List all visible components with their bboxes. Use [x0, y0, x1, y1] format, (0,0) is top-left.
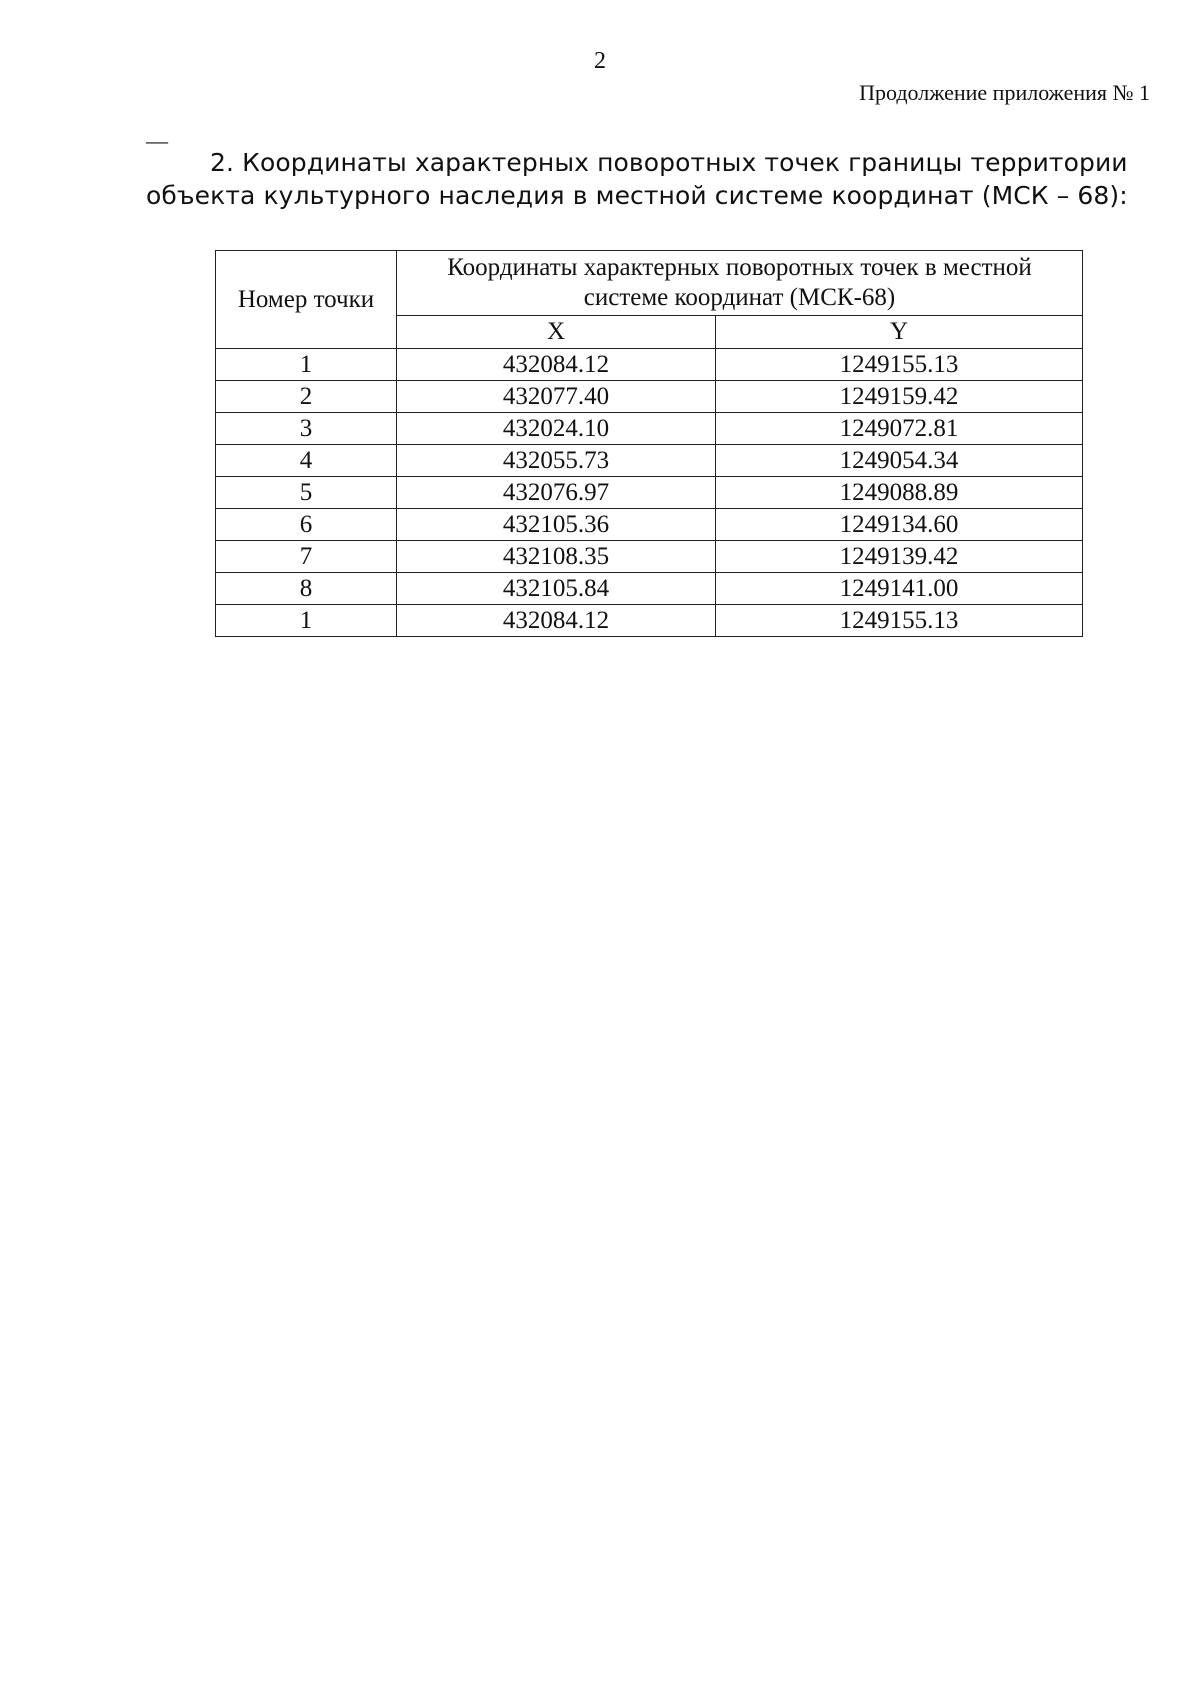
- point-number-cell: 1: [216, 605, 397, 637]
- dash-mark: —: [146, 128, 168, 153]
- table-row: [216, 509, 1083, 541]
- point-number-cell: 1: [216, 349, 397, 381]
- page-number: 2: [594, 48, 606, 74]
- y-cell: 1249134.60: [716, 509, 1083, 541]
- table-row: [216, 477, 1083, 509]
- x-cell: 432084.12: [397, 605, 716, 637]
- table-row: [216, 413, 1083, 445]
- point-number-cell: 2: [216, 381, 397, 413]
- point-number-cell: 4: [216, 445, 397, 477]
- header-point-number: Номер точки: [216, 251, 397, 349]
- header-x: X: [397, 316, 716, 349]
- x-cell: 432024.10: [397, 413, 716, 445]
- point-number-cell: 3: [216, 413, 397, 445]
- header-y: Y: [716, 316, 1083, 349]
- y-cell: 1249155.13: [716, 605, 1083, 637]
- intro-paragraph: 2. Координаты характерных поворотных точек границы территории объекта культурного наследия в местной системе координат (МСК – 68):: [146, 148, 1128, 210]
- x-cell: 432084.12: [397, 349, 716, 381]
- x-cell: 432077.40: [397, 381, 716, 413]
- table-row: [216, 445, 1083, 477]
- coordinates-table: [215, 250, 1083, 637]
- point-number-cell: 5: [216, 477, 397, 509]
- y-cell: 1249072.81: [716, 413, 1083, 445]
- header-coordinates-group: Координаты характерных поворотных точек в местной системе координат (МСК-68): [397, 251, 1083, 316]
- y-cell: 1249159.42: [716, 381, 1083, 413]
- y-cell: 1249139.42: [716, 541, 1083, 573]
- table-row: [216, 573, 1083, 605]
- y-cell: 1249088.89: [716, 477, 1083, 509]
- appendix-note: Продолжение приложения № 1: [859, 80, 1150, 105]
- y-cell: 1249054.34: [716, 445, 1083, 477]
- point-number-cell: 6: [216, 509, 397, 541]
- x-cell: 432105.36: [397, 509, 716, 541]
- table-row: [216, 541, 1083, 573]
- x-cell: 432105.84: [397, 573, 716, 605]
- table-row: [216, 349, 1083, 381]
- point-number-cell: 7: [216, 541, 397, 573]
- y-cell: 1249141.00: [716, 573, 1083, 605]
- x-cell: 432055.73: [397, 445, 716, 477]
- point-number-cell: 8: [216, 573, 397, 605]
- table-row: [216, 381, 1083, 413]
- x-cell: 432108.35: [397, 541, 716, 573]
- table-row: [216, 605, 1083, 637]
- y-cell: 1249155.13: [716, 349, 1083, 381]
- x-cell: 432076.97: [397, 477, 716, 509]
